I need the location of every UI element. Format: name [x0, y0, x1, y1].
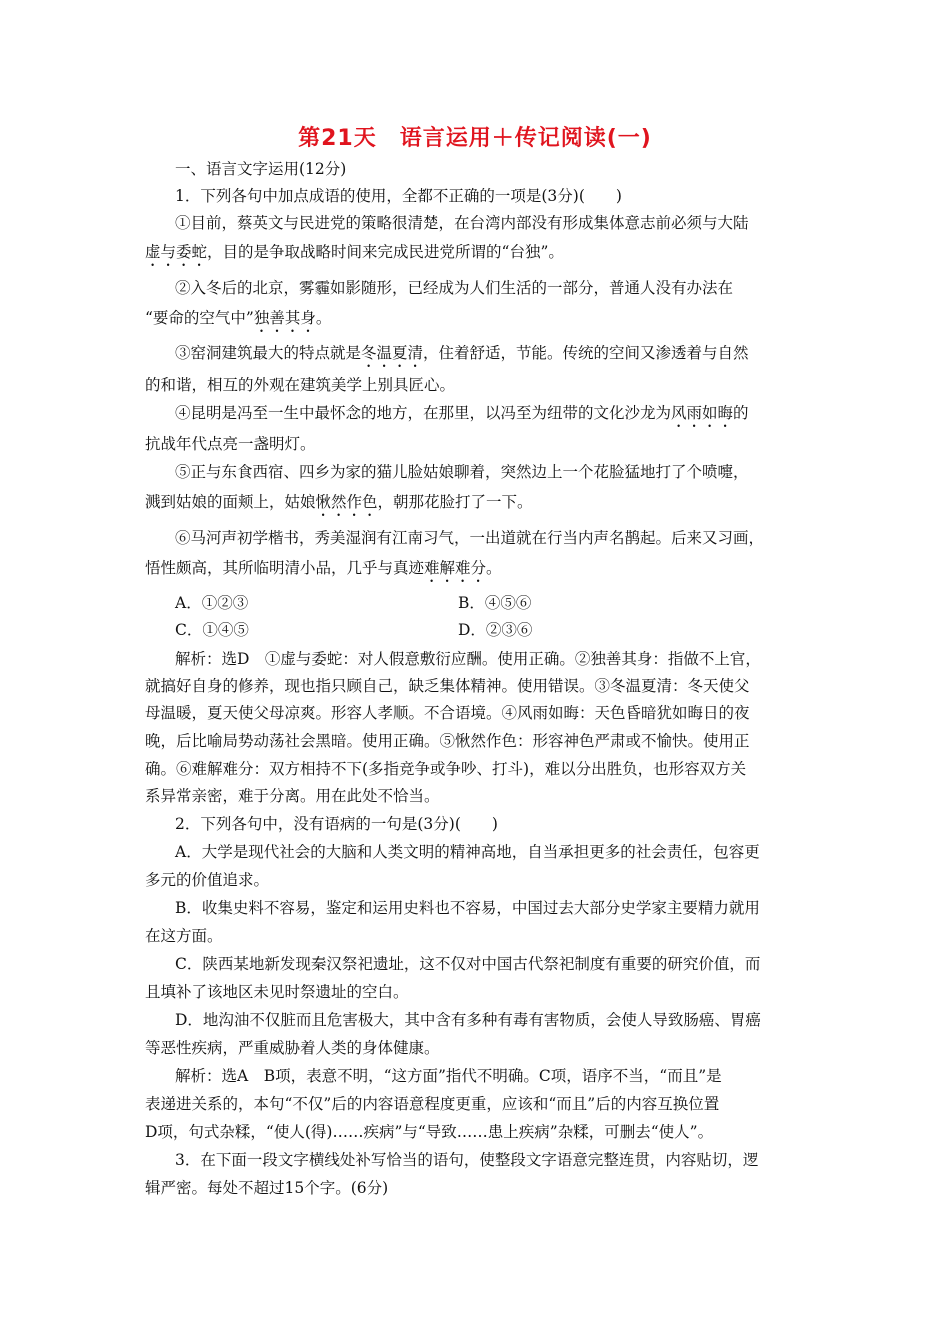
q1-sentence-4-line-2: 抗战年代点亮一盏明灯。	[145, 435, 316, 453]
q2-option-a-line-1: A．大学是现代社会的大脑和人类文明的精神高地，自当承担更多的社会责任，包容更	[175, 843, 760, 861]
q2-option-d-line-2: 等恶性疾病，严重威胁着人类的身体健康。	[145, 1039, 440, 1057]
page-title: 第21天 语言运用＋传记阅读(一)	[298, 126, 652, 151]
dotted-idiom: 愀然作色	[315, 493, 378, 511]
dotted-idiom: 独善其身	[253, 309, 316, 327]
q1-answer-line-3: 母温暖，夏天使父母凉爽。形容人孝顺。不合语境。④风雨如晦：天色昏暗犹如晦日的夜	[145, 704, 750, 722]
question-3-line-2: 辑严密。每处不超过15个字。(6分)	[145, 1179, 389, 1197]
q2-option-c-line-1: C．陕西某地新发现秦汉祭祀遗址，这不仅对中国古代祭祀制度有重要的研究价值，而	[175, 955, 761, 973]
q1-option-c: C．①④⑤	[175, 621, 249, 639]
q1-sentence-3-line-2: 的和谐，相互的外观在建筑美学上别具匠心。	[145, 376, 456, 394]
question-1-stem: 1．下列各句中加点成语的使用，全都不正确的一项是(3分)( )	[175, 187, 622, 205]
q2-answer-line-1: 解析：选A B项，表意不明，“这方面”指代不明确。C项，语序不当，“而且”是	[175, 1067, 722, 1085]
q2-option-a-line-2: 多元的价值追求。	[145, 871, 270, 889]
q1-sentence-5-line-2: 溅到姑娘的面颊上，姑娘愀然作色，朝那花脸打了一下。	[145, 493, 533, 511]
q1-option-b: B．④⑤⑥	[458, 594, 532, 612]
q1-answer-line-5: 确。⑥难解难分：双方相持不下(多指竞争或争吵、打斗)，难以分出胜负，也形容双方关	[145, 760, 747, 778]
q1-sentence-1-line-1: ①目前，蔡英文与民进党的策略很清楚，在台湾内部没有形成集体意志前必须与大陆	[175, 214, 749, 232]
section-heading: 一、语言文字运用(12分)	[175, 160, 347, 178]
q2-option-b-line-1: B．收集史料不容易，鉴定和运用史料也不容易，中国过去大部分史学家主要精力就用	[175, 899, 760, 917]
q1-sentence-4-line-1: ④昆明是冯至一生中最怀念的地方，在那里，以冯至为纽带的文化沙龙为风雨如晦的	[175, 404, 749, 422]
q2-option-d-line-1: D．地沟油不仅脏而且危害极大，其中含有多种有毒有害物质，会使人导致肠癌、胃癌	[175, 1011, 761, 1029]
dotted-idiom: 虚与委蛇	[145, 243, 208, 261]
q1-answer-line-1: 解析：选D ①虚与委蛇：对人假意敷衍应酬。使用正确。②独善其身：指做不上官，	[175, 650, 761, 668]
q1-sentence-2-line-1: ②入冬后的北京，雾霾如影随形，已经成为人们生活的一部分，普通人没有办法在	[175, 279, 734, 297]
q1-sentence-6-line-1: ⑥马河声初学楷书，秀美湿润有江南习气，一出道就在行当内声名鹊起。后来又习画，	[175, 529, 765, 547]
q1-answer-line-4: 晚，后比喻局势动荡社会黑暗。使用正确。⑤愀然作色：形容神色严肃或不愉快。使用正	[145, 732, 750, 750]
q2-option-b-line-2: 在这方面。	[145, 927, 223, 945]
q1-sentence-2-line-2: “要命的空气中”独善其身。	[145, 309, 332, 327]
q1-option-a: A．①②③	[175, 594, 249, 612]
question-2-stem: 2．下列各句中，没有语病的一句是(3分)( )	[175, 815, 498, 833]
q1-option-d: D．②③⑥	[458, 621, 533, 639]
q1-answer-line-6: 系异常亲密，难于分离。用在此处不恰当。	[145, 787, 440, 805]
q1-sentence-5-line-1: ⑤正与东食西宿、四乡为家的猫儿脸姑娘聊着，突然边上一个花脸猛地打了个喷嚏，	[175, 463, 749, 481]
dotted-idiom: 难解难分	[424, 559, 487, 577]
q1-answer-line-2: 就搞好自身的修养，现也指只顾自己，缺乏集体精神。使用错误。③冬温夏清：冬天使父	[145, 677, 750, 695]
q1-sentence-6-line-2: 悟性颇高，其所临明清小品，几乎与真迹难解难分。	[145, 559, 502, 577]
dotted-idiom: 风雨如晦	[671, 404, 734, 422]
q2-answer-line-2: 表递进关系的，本句“不仅”后的内容语意程度更重，应该和“而且”后的内容互换位置	[145, 1095, 720, 1113]
dotted-idiom: 冬温夏清	[361, 344, 424, 362]
q2-option-c-line-2: 且填补了该地区未见时祭遗址的空白。	[145, 983, 409, 1001]
q1-sentence-1-line-2: 虚与委蛇，目的是争取战略时间来完成民进党所谓的“台独”。	[145, 243, 564, 261]
question-3-line-1: 3．在下面一段文字横线处补写恰当的语句，使整段文字语意完整连贯，内容贴切，逻	[175, 1151, 759, 1169]
q1-sentence-3-line-1: ③窑洞建筑最大的特点就是冬温夏清，住着舒适，节能。传统的空间又渗透着与自然	[175, 344, 749, 362]
q2-answer-line-3: D项，句式杂糅，“使人(得)……疾病”与“导致……患上疾病”杂糅，可删去“使人”。	[145, 1123, 714, 1141]
